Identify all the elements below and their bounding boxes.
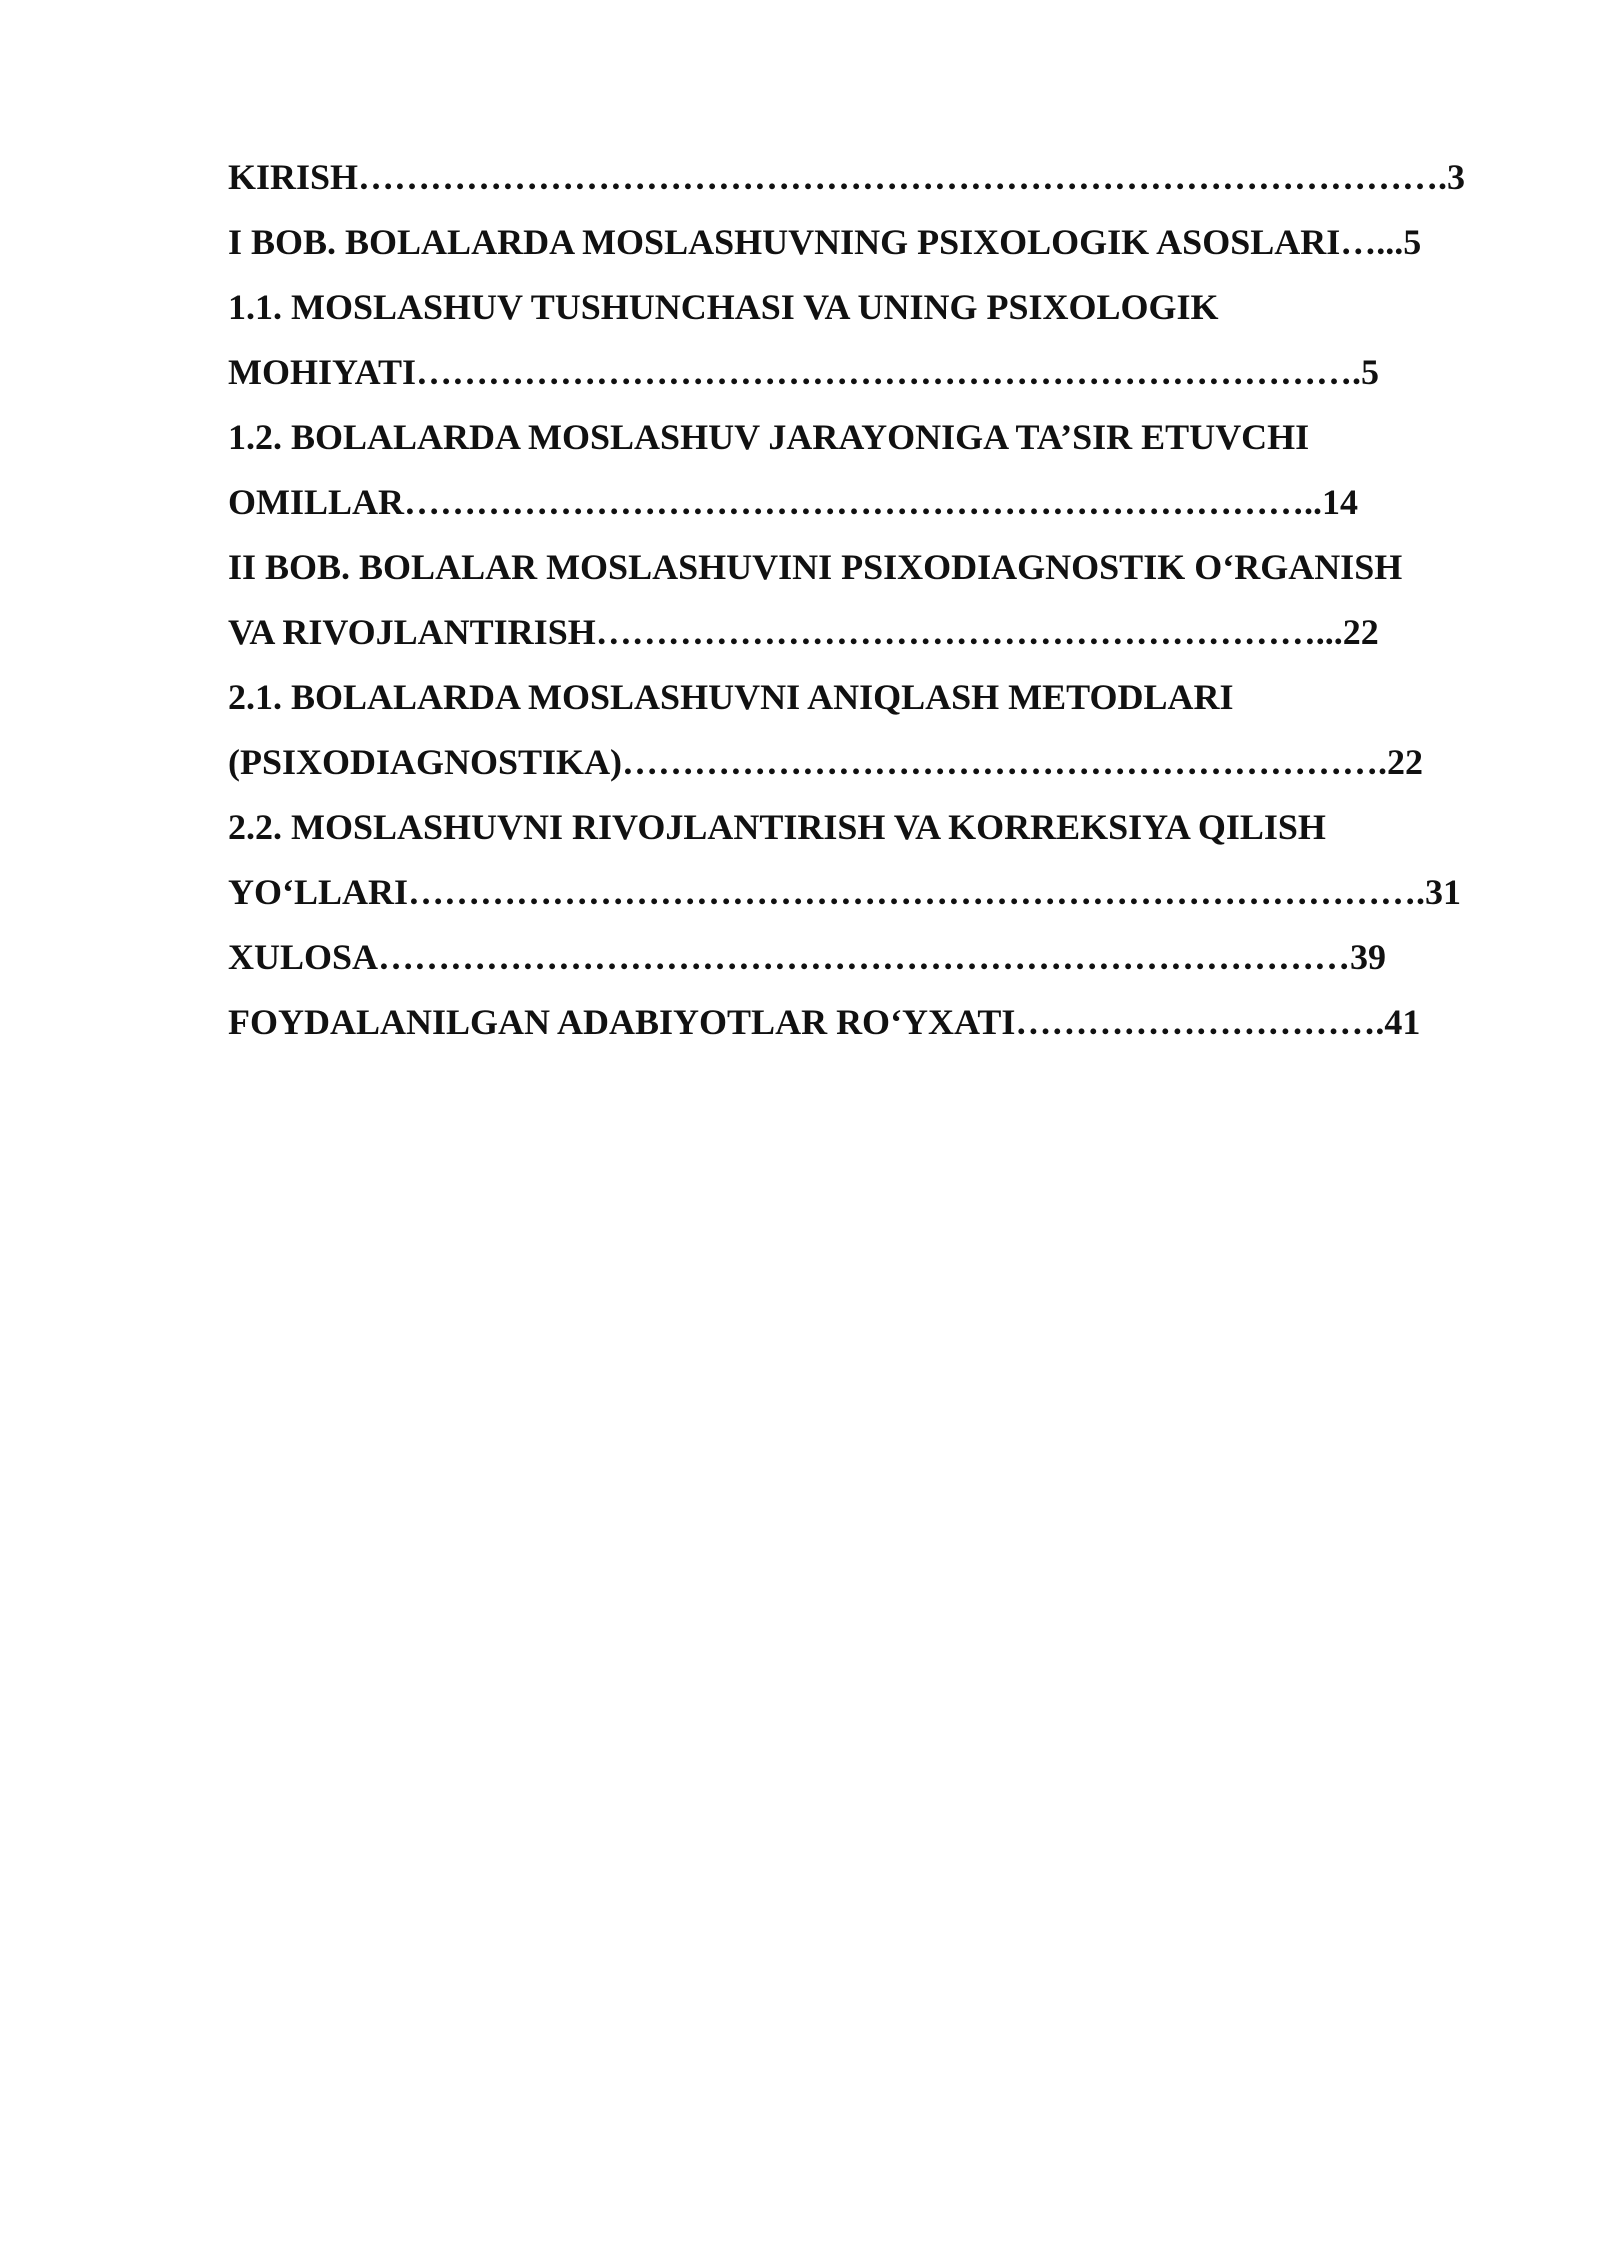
toc-entry-section-2-2: 2.2. MOSLASHUVNI RIVOJLANTIRISH VA KORREKSIYA QILISH [228, 807, 1326, 847]
toc-entry-references: FOYDALANILGAN ADABIYOTLAR RO‘YXATI………………………….41 [228, 1002, 1421, 1042]
toc-entry-section-2-1-cont: (PSIXODIAGNOSTIKA)……………………………………………………….22 [228, 742, 1424, 782]
toc-entry-section-2-2-cont: YO‘LLARI………………………………………………………………………….31 [228, 872, 1462, 912]
table-of-contents [228, 145, 1488, 1055]
toc-entry-section-1-1-cont: MOHIYATI…………………………………………………………………….5 [228, 352, 1380, 392]
toc-entry-section-2-1: 2.1. BOLALARDA MOSLASHUVNI ANIQLASH METODLARI [228, 677, 1234, 717]
toc-entry-section-1-1: 1.1. MOSLASHUV TUSHUNCHASI VA UNING PSIXOLOGIK [228, 287, 1219, 327]
toc-entry-kirish: KIRISH……………………………………………………………………………….3 [228, 157, 1466, 197]
toc-entry-chapter-2: II BOB. BOLALAR MOSLASHUVINI PSIXODIAGNOSTIK O‘RGANISH [228, 547, 1403, 587]
toc-entry-section-1-2-cont: OMILLAR…………………………………………………………………..14 [228, 482, 1359, 522]
toc-entry-chapter-2-cont: VA RIVOJLANTIRISH……………………………………………………...22 [228, 612, 1379, 652]
toc-entry-xulosa: XULOSA………………………………………………………………………39 [228, 937, 1387, 977]
toc-entry-section-1-2: 1.2. BOLALARDA MOSLASHUV JARAYONIGA TA’SIR ETUVCHI [228, 417, 1310, 457]
toc-entry-chapter-1: I BOB. BOLALARDA MOSLASHUVNING PSIXOLOGIK ASOSLARI…...5 [228, 222, 1422, 262]
